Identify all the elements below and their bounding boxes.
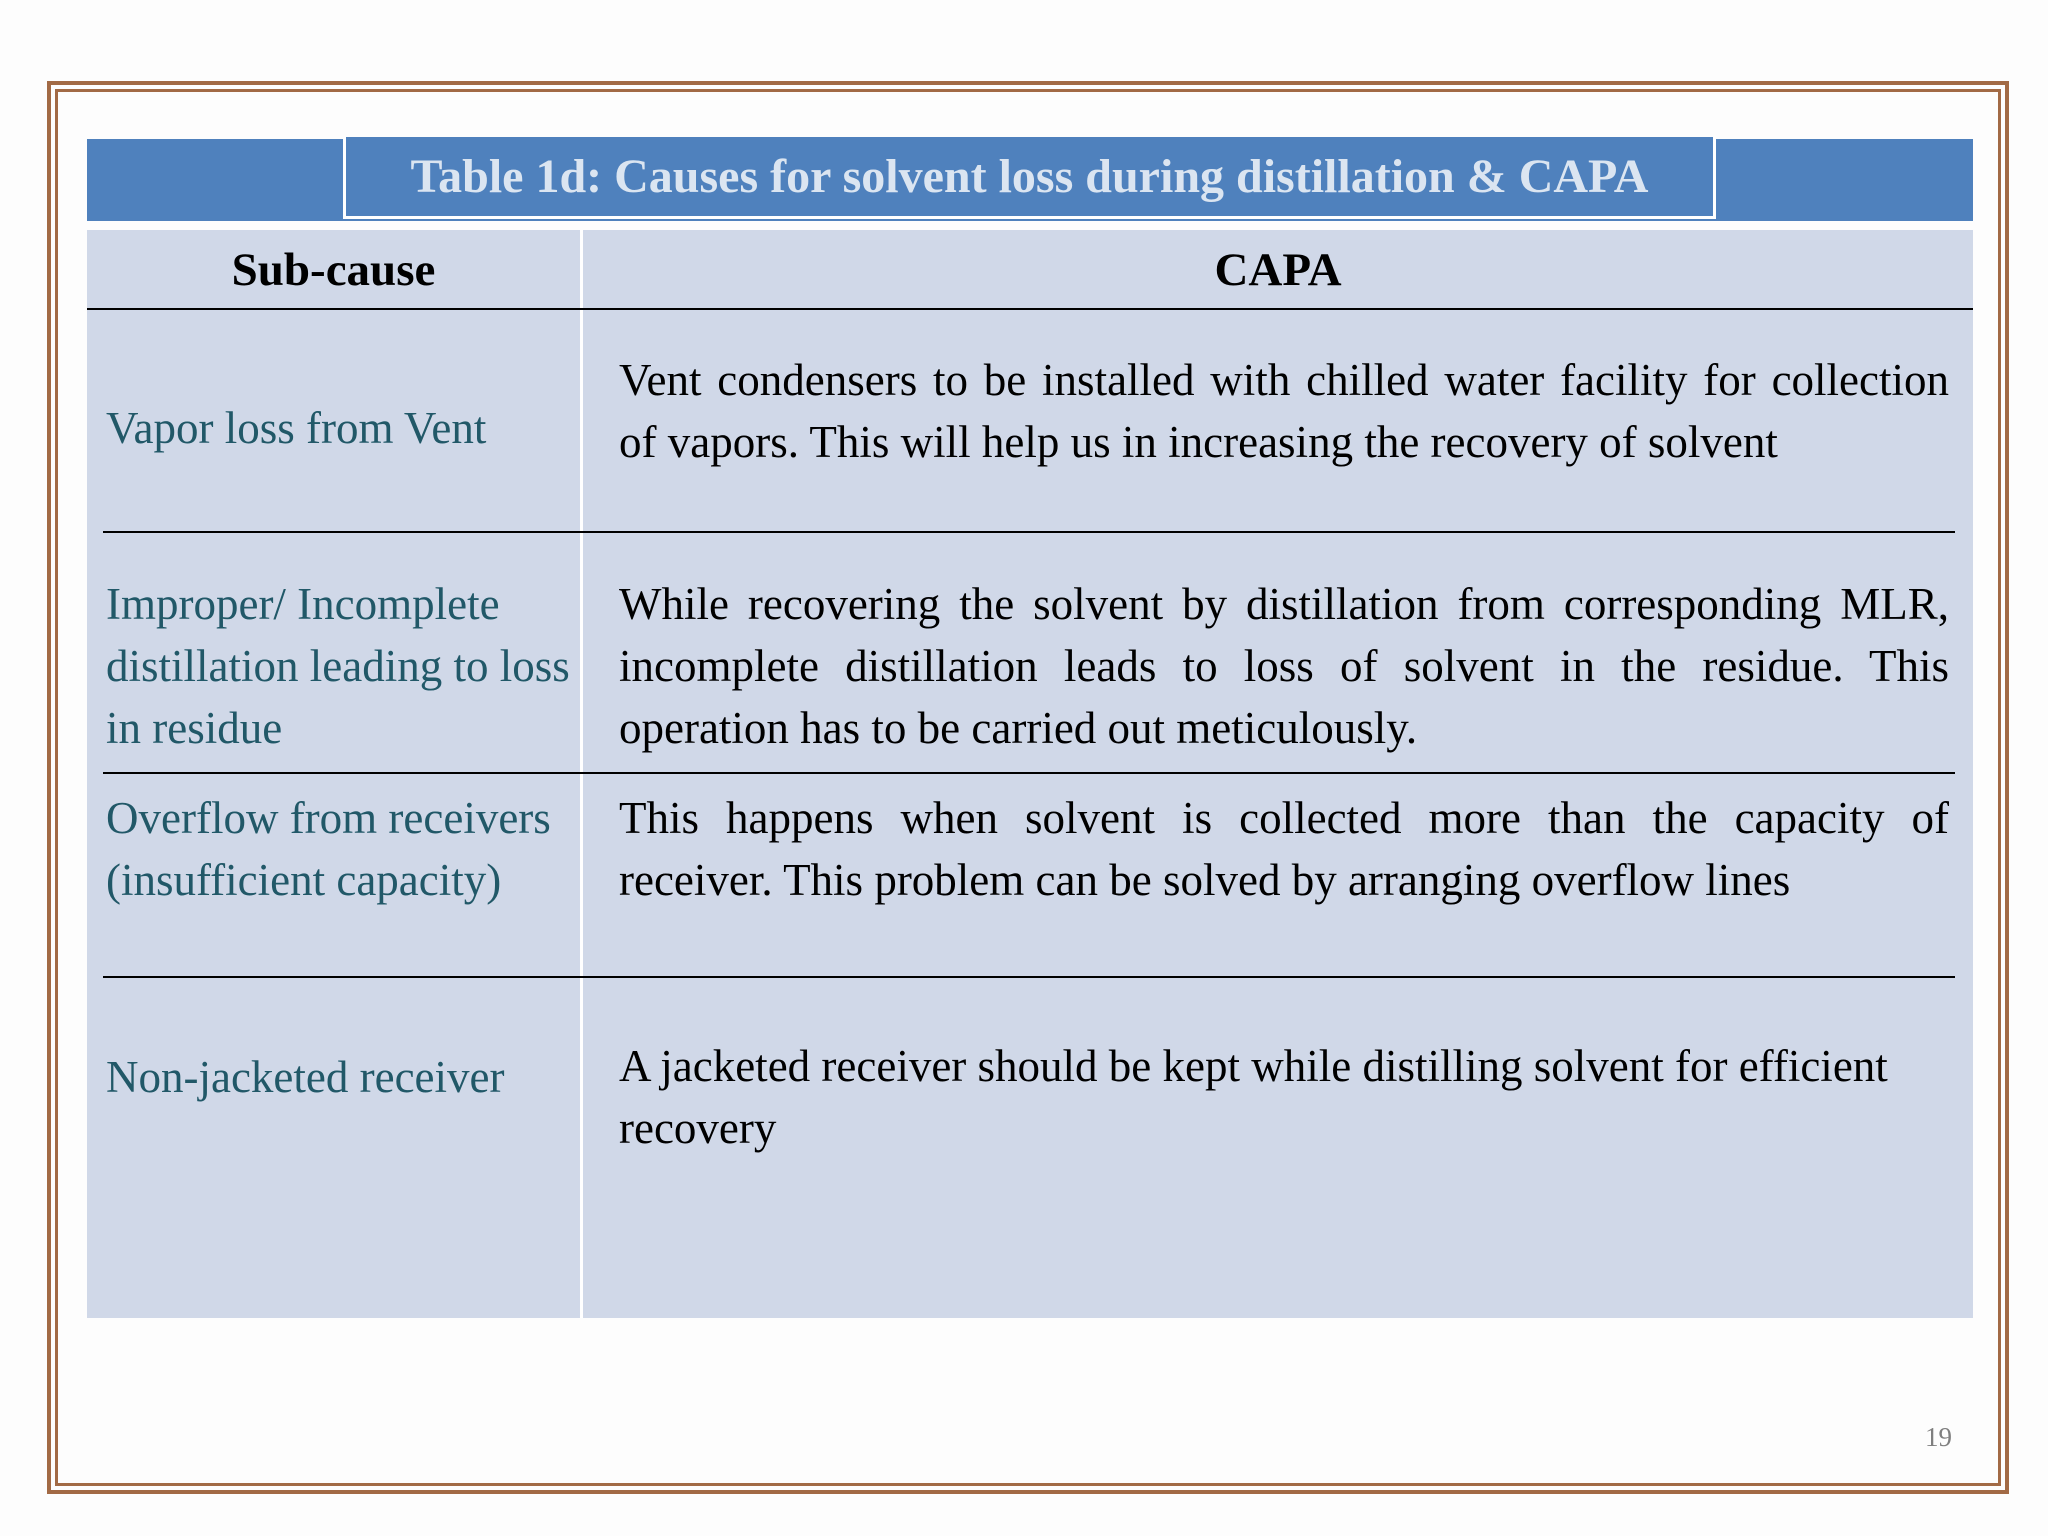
column-divider bbox=[580, 230, 583, 1318]
row-2-capa: While recovering the solvent by distillation from corresponding MLR, incomplete distillation leads to loss of solvent in the residue. This operation has to be carried out meticulously. bbox=[619, 579, 1949, 753]
row-rule bbox=[103, 772, 1955, 774]
page-number: 19 bbox=[1925, 1422, 1952, 1452]
slide-title: Table 1d: Causes for solvent loss during distillation & CAPA bbox=[343, 137, 1716, 219]
row-4-cause: Non-jacketed receiver bbox=[106, 1052, 505, 1102]
row-1-capa: Vent condensers to be installed with chilled water facility for collection of vapors. This will help us in increasing the recovery of solvent bbox=[619, 355, 1949, 467]
header-rule bbox=[87, 308, 1973, 310]
header-sub-cause: Sub-cause bbox=[231, 244, 436, 296]
row-2-cause: Improper/ Incomplete distillation leading to loss in residue bbox=[106, 579, 570, 753]
row-1-cause: Vapor loss from Vent bbox=[106, 403, 487, 453]
row-3-capa: This happens when solvent is collected more than the capacity of receiver. This problem can be solved by arranging overflow lines bbox=[619, 793, 1949, 905]
header-capa: CAPA bbox=[1214, 244, 1342, 296]
row-3-cause: Overflow from receivers (insufficient capacity) bbox=[106, 793, 551, 905]
row-4-capa: A jacketed receiver should be kept while distilling solvent for efficient recovery bbox=[619, 1041, 1888, 1153]
row-rule bbox=[103, 531, 1955, 533]
row-rule bbox=[103, 976, 1955, 978]
